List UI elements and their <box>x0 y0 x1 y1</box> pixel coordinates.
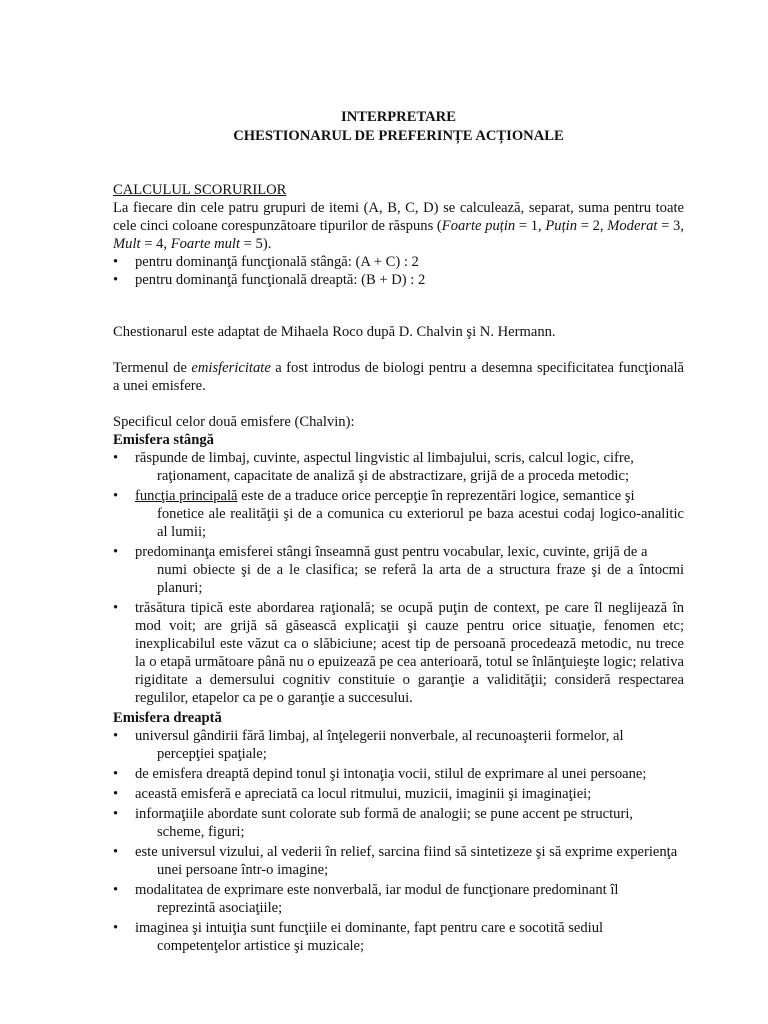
scale-foarte-putin: Foarte puțin <box>441 218 516 234</box>
term-emphasis: emisfericitate <box>191 360 271 376</box>
scale-eq4: = 4, <box>140 236 171 252</box>
item-text: fonetice ale realităţii şi de a comunica cu exteriorul pe baza acestui codaj logico-analitic al lumii; <box>157 506 684 540</box>
spacer <box>113 395 684 413</box>
list-item <box>113 843 684 879</box>
scoring-intro-text: La fiecare din cele patru grupuri de itemi (A, B, C, D) se calculează, separat, suma pentru toate cele cinci coloane corespunzătoare tipurilor de răspuns ( <box>113 200 684 234</box>
spacer <box>113 289 684 323</box>
scale-eq1: = 1, <box>515 218 546 234</box>
list-item <box>113 449 684 485</box>
list-item: • trăsătura tipică este abordarea raţională; se ocupă puţin de context, pe care îl neglijează în mod voit; are grijă să găsească explicaţii şi cauze pentru orice situaţie, fenomen etc; inexplicabilul este văzut ca o slăbiciune; acest tip de persoană procedează metodic, nu trece la o etapă următoare până nu o epuizează pe cea anterioară, totul se înlănţuieşte logic; relativa rigiditate a demersului cognitiv constituie o garanţie a validităţii; consideră respectarea regulilor, etapelor ca pe o garanţie a succesului. <box>113 599 684 707</box>
list-item: • această emisferă e apreciată ca locul ritmului, muzicii, imaginii şi imaginaţiei; <box>113 785 684 803</box>
scale-eq5: = 5). <box>240 236 272 252</box>
item-text: scheme, figuri; <box>157 824 245 840</box>
item-text <box>135 487 684 505</box>
list-item <box>113 487 684 541</box>
list-item: • pentru dominanţă funcţională stângă: (A + C) : 2 <box>113 253 684 271</box>
list-item: • pentru dominanţă funcţională dreaptă: (B + D) : 2 <box>113 271 684 289</box>
scale-eq3: = 3, <box>657 218 685 234</box>
term-paragraph <box>113 359 684 395</box>
scoring-list <box>113 253 684 289</box>
list-item <box>113 543 684 597</box>
right-hemisphere-list <box>113 727 684 955</box>
item-text: • este universul vizului, al vederii în relief, sarcina fiind să sintetizeze şi să exprime experienţa <box>135 844 678 860</box>
item-text: raţionament, capacitate de analiză şi de abstractizare, grijă de a proceda metodic; <box>157 468 630 484</box>
underlined-term: funcţia principală <box>135 488 238 504</box>
item-text: • predominanţa emisferei stângi înseamnă gust pentru vocabular, lexic, cuvinte, grijă de a <box>135 544 648 560</box>
list-item: • de emisfera dreaptă depind tonul şi intonaţia vocii, stilul de exprimare al unei persoane; <box>113 765 684 783</box>
adapted-note: Chestionarul este adaptat de Mihaela Roco după D. Chalvin şi N. Hermann. <box>113 324 556 340</box>
document-subtitle: CHESTIONARUL DE PREFERINȚE ACȚIONALE <box>233 128 564 144</box>
list-item <box>113 727 684 763</box>
scale-foarte-mult: Foarte mult <box>170 236 241 252</box>
scale-moderat: Moderat <box>607 218 658 234</box>
item-text: • răspunde de limbaj, cuvinte, aspectul lingvistic al limbajului, scris, calcul logic, cifre, <box>135 450 634 466</box>
list-item <box>113 919 684 955</box>
item-text: unei persoane într-o imagine; <box>157 862 329 878</box>
item-text: • modalitatea de exprimare este nonverbală, iar modul de funcţionare predominant îl <box>135 882 619 898</box>
spacer <box>113 341 684 359</box>
scale-eq2: = 2, <box>577 218 608 234</box>
document-title: INTERPRETARE <box>341 109 456 125</box>
specific-intro: Specificul celor două emisfere (Chalvin): <box>113 414 355 430</box>
item-text: • imaginea şi intuiţia sunt funcţiile ei dominante, fapt pentru care e socotită sediul <box>135 920 604 936</box>
scoring-heading: CALCULUL SCORURILOR <box>113 182 287 198</box>
right-hemisphere-heading: Emisfera dreaptă <box>113 710 222 726</box>
list-item <box>113 881 684 917</box>
item-text: percepţiei spaţiale; <box>157 746 267 762</box>
scale-mult: Mult <box>113 236 141 252</box>
item-text: • universul gândirii fără limbaj, al înţelegerii nonverbale, al recunoaşterii formelor, al <box>135 728 624 744</box>
scoring-intro <box>113 199 684 253</box>
left-hemisphere-list <box>113 449 684 707</box>
list-item <box>113 805 684 841</box>
document-content <box>113 108 684 957</box>
term-text-a: Termenul de <box>113 360 192 376</box>
item-text-part: este de a traduce orice percepţie în reprezentări logice, semantice şi <box>237 488 635 504</box>
item-text: reprezintă asociaţiile; <box>157 900 283 916</box>
scale-putin: Puțin <box>545 218 578 234</box>
item-text: competenţelor artistice şi muzicale; <box>157 938 365 954</box>
left-hemisphere-heading: Emisfera stângă <box>113 432 214 448</box>
term-text-b: a fost introdus de biologi pentru a desemna specificitatea funcţională a unei emisfere. <box>113 360 685 394</box>
item-text: numi obiecte şi de a le clasifica; se referă la arta de a structura fraze şi de a întocmi planuri; <box>157 562 684 596</box>
item-text: • informaţiile abordate sunt colorate sub formă de analogii; se pune accent pe structuri, <box>135 806 634 822</box>
